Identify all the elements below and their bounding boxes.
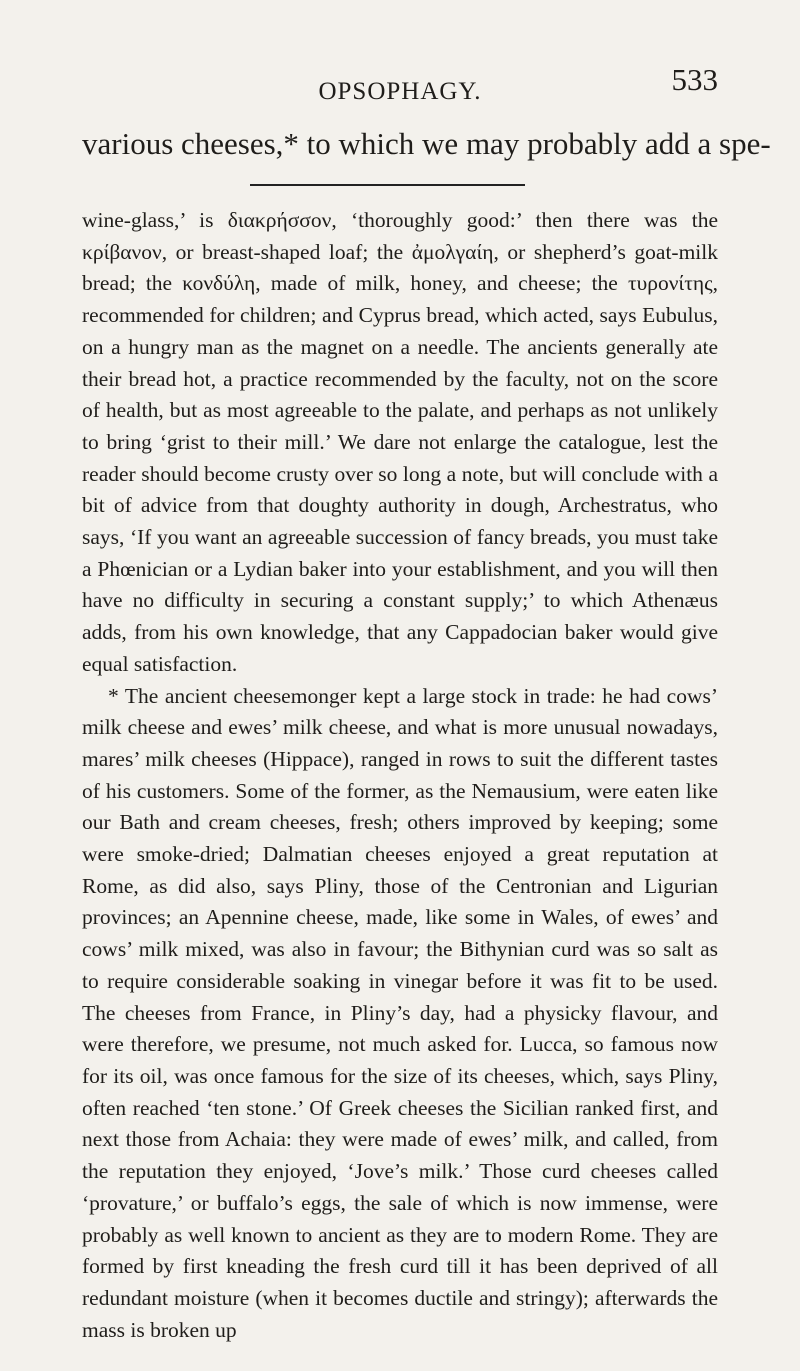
page-number: 533 [671,62,718,97]
footnote-paragraph-cheese: * The ancient cheesemonger kept a large stock in trade: he had cows’ milk cheese and ewes’ milk cheese, and what is more unusual nowadays, mares’ milk cheeses (Hippace), ranged in rows to suit the different tastes of his customers. Some of the former, as the Nemausium, were eaten like our Bath and cream cheeses, fresh; others improved by keeping; some were smoke-dried; Dalmatian cheeses enjoyed a great reputation at Rome, as did also, says Pliny, those of the Centronian and Ligurian provinces; an Apennine cheese, made, like some in Wales, of ewes’ and cows’ milk mixed, was also in favour; the Bithynian curd was so salt as to require considerable soaking in vinegar before it was fit to be used. The cheeses from France, in Pliny’s day, had a physicky flavour, and were therefore, we presume, not much asked for. Lucca, so famous now for its oil, was once famous for the size of its cheeses, which, says Pliny, often reached ‘ten stone.’ Of Greek cheeses the Sicilian ranked first, and next those from Achaia: they were made of ewes’ milk, and called, from the reputation they enjoyed, ‘Jove’s milk.’ Those curd cheeses called ‘provature,’ or buffalo’s eggs, the sale of which is now immense, were probably as well known to ancient as they are to modern Rome. They are formed by first kneading the fresh curd till it has been deprived of all redundant moisture (when it becomes ductile and stringy); afterwards the mass is broken up [82,683,718,1342]
main-text-line: various cheeses,* to which we may probably add a spe- [82,126,771,161]
footnotes [82,205,718,1346]
footnote-paragraph-bread: wine-glass,’ is διακρήσσον, ‘thoroughly good:’ then there was the κρίβανον, or breast-shaped loaf; the ἀμολγαίη, or shepherd’s goat-milk bread; the κονδύλη, made of milk, honey, and cheese; the τυρονίτης, recommended for children; and Cyprus bread, which acted, says Eubulus, on a hungry man as the magnet on a needle. The ancients generally ate their bread hot, a practice recommended by the faculty, not on the score of health, but as most agreeable to the palate, and perhaps as not unlikely to bring ‘grist to their mill.’ We dare not enlarge the catalogue, lest the reader should become crusty over so long a note, but will conclude with a bit of advice from that doughty authority in dough, Archestratus, who says, ‘If you want an agreeable succession of fancy breads, you must take a Phœnician or a Lydian baker into your establishment, and you will then have no difficulty in securing a constant supply;’ to which Athenæus adds, from his own knowledge, that any Cappadocian baker would give equal satisfaction. [82,208,718,676]
footnote-separator [250,184,525,186]
page-header [82,62,718,112]
running-head: OPSOPHAGY. [318,78,482,105]
